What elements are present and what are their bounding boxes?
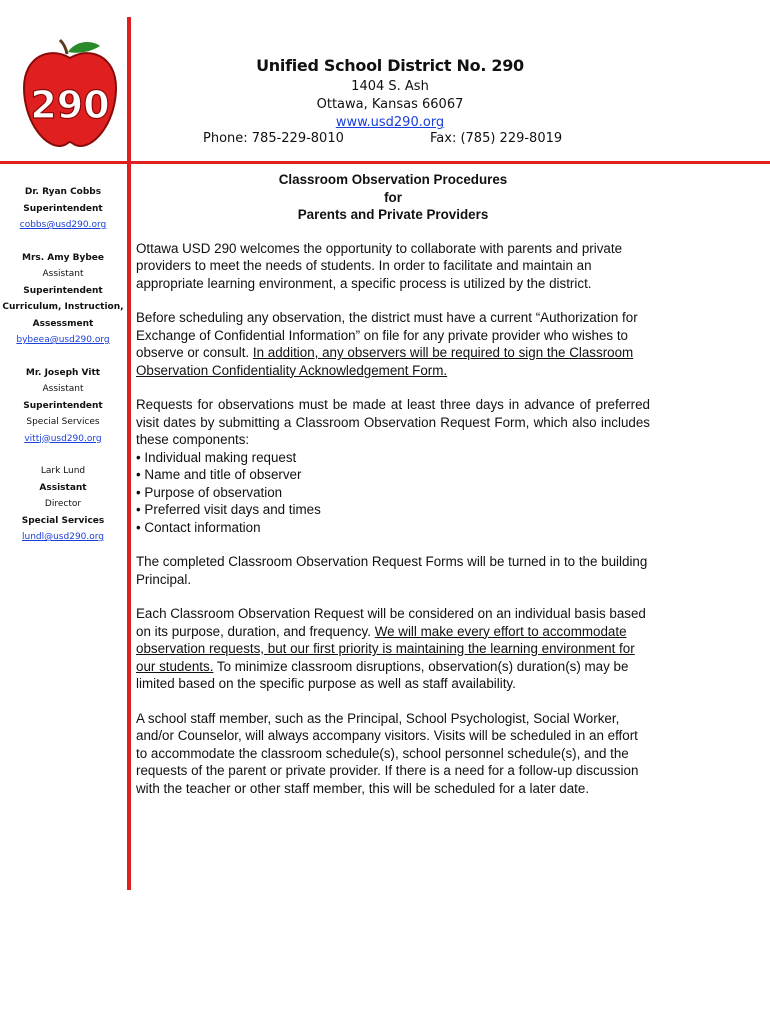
staff-title: Curriculum, Instruction, <box>2 302 124 312</box>
staff-email-link[interactable]: vittj@usd290.org <box>24 433 102 444</box>
list-item: • Individual making request <box>136 449 650 467</box>
letterhead <box>140 56 640 132</box>
authorization-text: Before scheduling any observation, the district must have a current “Authorization for Exchange of Confidential Information” on file for any private provider who wishes to observe or consult. <box>136 310 638 360</box>
staff-title: Superintendent <box>23 285 103 296</box>
staff-title: Assistant <box>42 384 84 394</box>
title-line: Parents and Private Providers <box>297 207 489 222</box>
logo-number: 290 <box>30 83 110 127</box>
district-name: Unified School District No. 290 <box>256 56 524 75</box>
document-title <box>136 171 650 224</box>
staff-title: Special Services <box>26 417 100 427</box>
apple-290-logo <box>20 38 120 150</box>
document-body <box>136 171 650 814</box>
staff-title: Assistant <box>42 269 84 279</box>
staff-title: Assessment <box>32 318 94 329</box>
list-item: • Purpose of observation <box>136 484 650 502</box>
paragraph-staff-accompany: A school staff member, such as the Principal, School Psychologist, Social Worker, and/or Counselor, will always accompany visitors. Visits will be scheduled in an effort to accommodate the classroom schedule(s), school personnel schedule(s), and the requests of the parent or private provider. If there is a need for a follow-up discussion with the teacher or other staff member, this will be scheduled for a later date. <box>136 710 639 796</box>
staff-email-link[interactable]: bybeea@usd290.org <box>16 335 110 345</box>
staff-name: Mr. Joseph Vitt <box>25 367 101 378</box>
staff-entry <box>0 463 126 546</box>
staff-title: Director <box>44 499 82 509</box>
staff-sidebar <box>0 184 126 562</box>
fax-number: Fax: (785) 229-8019 <box>430 131 563 146</box>
staff-entry <box>0 365 126 448</box>
list-item: • Name and title of observer <box>136 466 650 484</box>
red-horizontal-rule <box>0 161 770 164</box>
list-item: • Contact information <box>136 519 650 537</box>
apple-stem-icon <box>60 40 67 54</box>
website-link[interactable]: www.usd290.org <box>335 115 445 130</box>
staff-title: Special Services <box>21 515 105 526</box>
city-state-zip: Ottawa, Kansas 66067 <box>316 97 464 112</box>
apple-leaf-icon <box>68 42 100 53</box>
consideration-start: Each Classroom Observation Request will be considered on an individual basis based on its purpose, duration, and frequency. <box>136 606 646 639</box>
title-line: Classroom Observation Procedures <box>278 172 508 187</box>
paragraph-intro: Ottawa USD 290 welcomes the opportunity to collaborate with parents and private providers to meet the needs of students. In order to facilitate and maintain an appropriate learning environment, a specific process is utilized by the district. <box>136 240 623 291</box>
red-vertical-rule <box>127 17 131 890</box>
staff-title: Superintendent <box>23 203 103 214</box>
title-line: for <box>384 189 402 205</box>
staff-name: Lark Lund <box>40 466 86 476</box>
confidentiality-requirement: In addition, any observers will be required to sign the Classroom Observation Confidentiality Acknowledgement Form. <box>136 345 634 378</box>
paragraph-authorization <box>136 309 650 379</box>
staff-entry <box>0 250 126 349</box>
staff-email-link[interactable]: cobbs@usd290.org <box>19 220 107 230</box>
staff-entry <box>0 184 126 234</box>
staff-title: Superintendent <box>23 400 103 411</box>
staff-title: Assistant <box>39 482 87 493</box>
staff-name: Dr. Ryan Cobbs <box>24 187 102 197</box>
phone-number: Phone: 785-229-8010 <box>203 131 344 146</box>
components-list <box>136 449 650 537</box>
paragraph-completed-forms: The completed Classroom Observation Request Forms will be turned in to the building Principal. <box>136 554 648 587</box>
priority-statement: We will make every effort to accommodate observation requests, but our first priority is maintaining the learning environment for our students. <box>136 623 635 674</box>
list-item: • Preferred visit days and times <box>136 501 650 519</box>
consideration-end: To minimize classroom disruptions, observation(s) duration(s) may be limited based on the specific purpose as well as staff availability. <box>136 658 629 691</box>
paragraph-consideration <box>136 605 650 693</box>
paragraph-requests <box>136 396 650 536</box>
requests-text: Requests for observations must be made at least three days in advance of preferred visit dates by submitting a Classroom Observation Request Form, which also includes these components: <box>136 397 650 447</box>
staff-name: Mrs. Amy Bybee <box>21 252 105 263</box>
staff-email-link[interactable]: lundl@usd290.org <box>21 532 105 542</box>
street-address: 1404 S. Ash <box>351 79 429 94</box>
